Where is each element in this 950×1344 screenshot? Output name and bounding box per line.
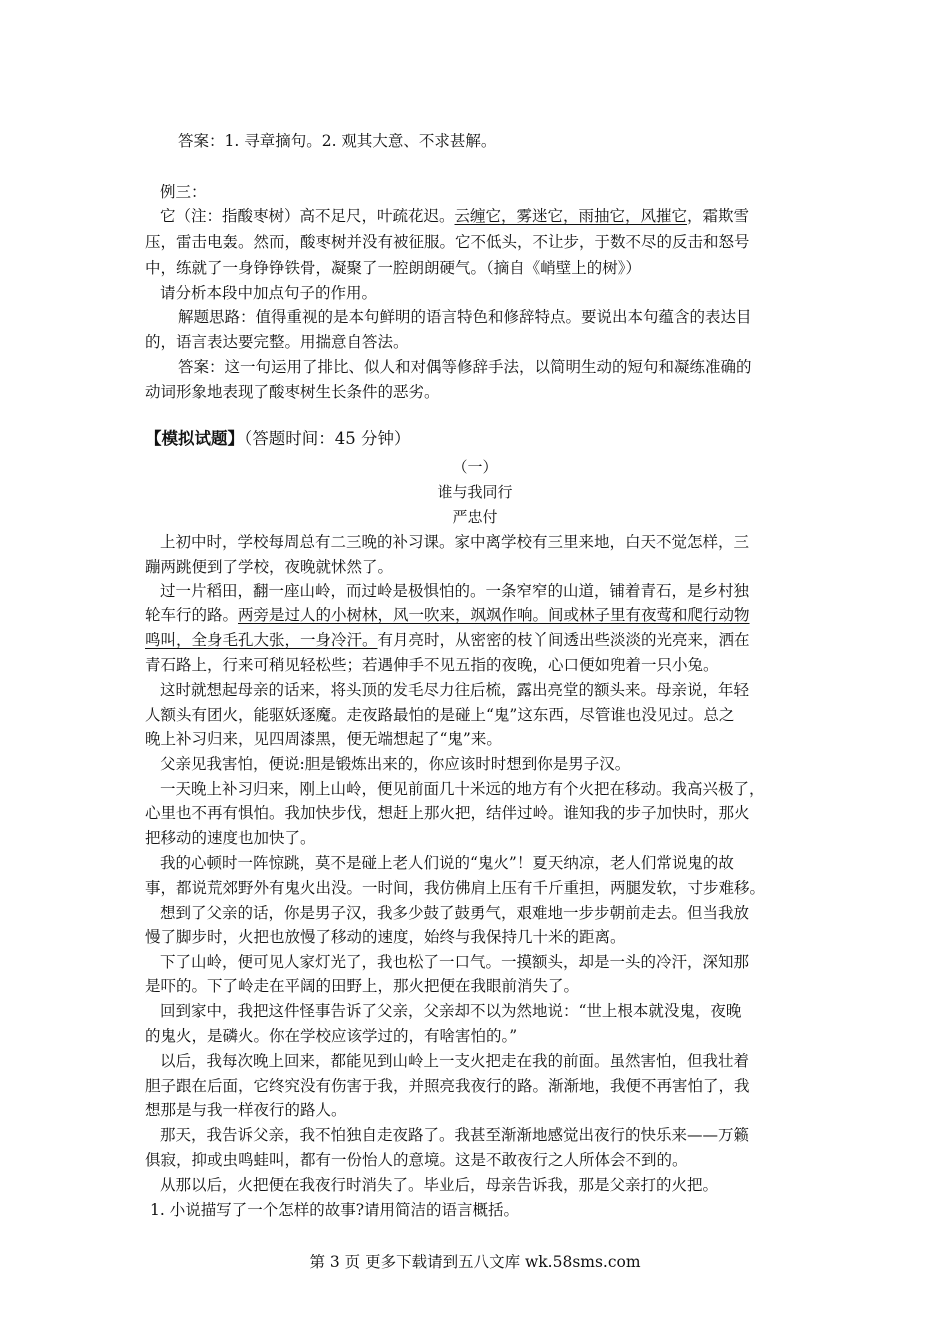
story-line: 事，都说荒郊野外有鬼火出没。一时间，我仿佛肩上压有千斤重担，两腿发软，寸步难移。 bbox=[145, 879, 766, 897]
story-line: 那天，我告诉父亲，我不怕独自走夜路了。我甚至渐渐地感觉出夜行的快乐来——万籁 bbox=[160, 1126, 750, 1144]
story-line: 过一片稻田，翻一座山岭，而过岭是极惧怕的。一条窄窄的山道，铺着青石，是乡村独 bbox=[160, 582, 750, 600]
example-answer-line: 答案：这一句运用了排比、似人和对偶等修辞手法，以简明生动的短句和凝练准确的 bbox=[178, 358, 752, 376]
story-author: 严忠付 bbox=[452, 508, 498, 526]
answer-line: 答案：1. 寻章摘句。2. 观其大意、不求甚解。 bbox=[178, 132, 497, 150]
story-line: 蹦两跳便到了学校，夜晚就怵然了。 bbox=[145, 558, 394, 576]
story-line: 的鬼火，是磷火。你在学校应该学过的，有啥害怕的。” bbox=[145, 1027, 518, 1045]
section-heading bbox=[145, 428, 411, 450]
section-title: 【模拟试题】 bbox=[145, 429, 244, 448]
story-line: 把移动的速度也加快了。 bbox=[145, 829, 316, 847]
story-line: 想到了父亲的话，你是男子汉，我多少鼓了鼓勇气，艰难地一步步朝前走去。但当我放 bbox=[160, 904, 750, 922]
text: 它（注：指酸枣树）高不足尺，叶疏花迟。 bbox=[160, 207, 455, 225]
underlined-sentence: 鸣叫，全身毛孔大张，一身冷汗。 bbox=[145, 631, 378, 649]
story-line: 回到家中，我把这件怪事告诉了父亲，父亲却不以为然地说：“世上根本就没鬼，夜晚 bbox=[160, 1002, 742, 1020]
story-line: 是吓的。下了岭走在平阔的田野上，那火把便在我眼前消失了。 bbox=[145, 977, 580, 995]
example-paragraph-line bbox=[160, 205, 749, 227]
story-line: 以后，我每次晚上回来，都能见到山岭上一支火把走在我的前面。虽然害怕，但我壮着 bbox=[160, 1052, 750, 1070]
story-line: 下了山岭，便可见人家灯光了，我也松了一口气。一摸额头，却是一头的冷汗，深知那 bbox=[160, 953, 750, 971]
story-line: 慢了脚步时，火把也放慢了移动的速度，始终与我保持几十米的距离。 bbox=[145, 928, 626, 946]
story-line bbox=[145, 629, 750, 651]
story-line: 人额头有团火，能驱妖逐魔。走夜路最怕的是碰上“鬼”这东西，尽管谁也没见过。总之 bbox=[145, 706, 735, 724]
page-footer: 第 3 页 更多下载请到五八文库 wk.58sms.com bbox=[309, 1253, 641, 1271]
hint-line: 的，语言表达要完整。用揣意自答法。 bbox=[145, 333, 409, 351]
story-line: 晚上补习归来，见四周漆黑，便无端想起了“鬼”来。 bbox=[145, 730, 502, 748]
example-label: 例三： bbox=[160, 183, 207, 201]
section-time: （答题时间：45 分钟） bbox=[244, 429, 411, 448]
text: 有月亮时，从密密的枝丫间透出些淡淡的光亮来，洒在 bbox=[377, 631, 750, 649]
example-question: 请分析本段中加点句子的作用。 bbox=[160, 284, 378, 302]
hint-line: 解题思路：值得重视的是本句鲜明的语言特色和修辞特点。要说出本句蕴含的表达目 bbox=[178, 308, 752, 326]
story-line: 这时就想起母亲的话来，将头顶的发毛尽力往后梳，露出亮堂的额头来。母亲说，年轻 bbox=[160, 681, 750, 699]
story-line bbox=[145, 604, 750, 626]
text: 轮车行的路。 bbox=[145, 606, 239, 624]
story-line: 上初中时，学校每周总有二三晚的补习课。家中离学校有三里来地，白天不觉怎样，三 bbox=[160, 533, 750, 551]
question-line: 1. 小说描写了一个怎样的故事?请用简洁的语言概括。 bbox=[150, 1201, 520, 1219]
story-line: 胆子跟在后面，它终究没有伤害于我，并照亮我夜行的路。渐渐地，我便不再害怕了，我 bbox=[145, 1077, 750, 1095]
story-line: 想那是与我一样夜行的路人。 bbox=[145, 1101, 347, 1119]
story-line: 从那以后，火把便在我夜行时消失了。毕业后，母亲告诉我，那是父亲打的火把。 bbox=[160, 1176, 719, 1194]
story-line: 我的心顿时一阵惊跳，莫不是碰上老人们说的“鬼火”！夏天纳凉，老人们常说鬼的故 bbox=[160, 854, 734, 872]
story-line: 父亲见我害怕，便说:胆是锻炼出来的，你应该时时想到你是男子汉。 bbox=[160, 755, 631, 773]
story-line: 青石路上，行来可稍见轻松些；若遇伸手不见五指的夜晚，心口便如兜着一只小兔。 bbox=[145, 656, 719, 674]
story-line: 一天晚上补习归来，刚上山岭，便见前面几十米远的地方有个火把在移动。我高兴极了， bbox=[160, 780, 765, 798]
text: ，霜欺雪 bbox=[687, 207, 750, 225]
story-title: 谁与我同行 bbox=[437, 483, 513, 501]
example-answer-line: 动词形象地表现了酸枣树生长条件的恶劣。 bbox=[145, 383, 440, 401]
story-number: （一） bbox=[452, 458, 498, 476]
example-paragraph-line: 压，雷击电轰。然而，酸枣树并没有被征服。它不低头，不让步，于数不尽的反击和怒号 bbox=[145, 233, 750, 251]
story-line: 俱寂，抑或虫鸣蛙叫，都有一份怡人的意境。这是不敢夜行之人所体会不到的。 bbox=[145, 1151, 688, 1169]
underlined-sentence: 两旁是过人的小树林，风一吹来，飒飒作响。间或林子里有夜莺和爬行动物 bbox=[238, 606, 750, 624]
example-paragraph-line: 中，练就了一身铮铮铁骨，凝聚了一腔朗朗硬气。（摘自《峭壁上的树》） bbox=[145, 259, 642, 277]
story-line: 心里也不再有惧怕。我加快步伐，想赶上那火把，结伴过岭。谁知我的步子加快时，那火 bbox=[145, 804, 750, 822]
dotted-sentence: 云缠它，雾迷它，雨抽它，风摧它 bbox=[454, 207, 688, 225]
